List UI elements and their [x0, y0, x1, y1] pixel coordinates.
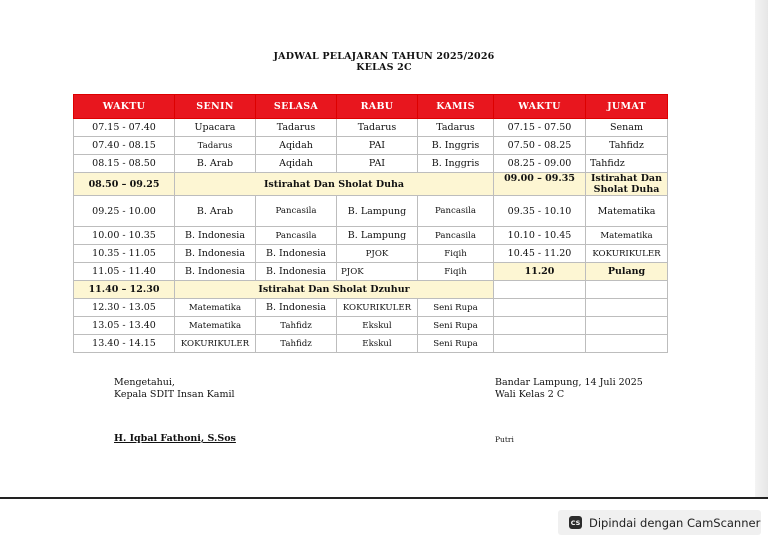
camscanner-logo-icon: CS — [569, 516, 582, 529]
place-date: Bandar Lampung, 14 Juli 2025 — [495, 377, 643, 388]
cell-kamis: Tadarus — [418, 119, 494, 137]
header-waktu: WAKTU — [74, 95, 175, 119]
cell-senin: B. Indonesia — [175, 245, 256, 263]
cell-empty — [494, 317, 586, 335]
cell-empty — [494, 335, 586, 353]
cell-time-jumat: 08.25 - 09.00 — [494, 155, 586, 173]
cell-senin: Upacara — [175, 119, 256, 137]
cell-selasa: Pancasila — [256, 227, 337, 245]
cell-time: 08.50 – 09.25 — [74, 173, 175, 196]
cell-senin: Matematika — [175, 299, 256, 317]
cell-empty — [494, 299, 586, 317]
cell-selasa: Aqidah — [256, 155, 337, 173]
cell-rabu: PAI — [337, 137, 418, 155]
table-header-row — [74, 95, 668, 119]
cell-time: 08.15 - 08.50 — [74, 155, 175, 173]
cell-time: 11.40 – 12.30 — [74, 281, 175, 299]
cell-time: 07.40 - 08.15 — [74, 137, 175, 155]
cell-kamis: Fiqih — [418, 245, 494, 263]
cell-kamis: Fiqih — [418, 263, 494, 281]
cell-time-jumat: 11.20 — [494, 263, 586, 281]
signature-block-principal — [114, 377, 235, 401]
cell-rabu: KOKURIKULER — [337, 299, 418, 317]
cell-empty — [586, 281, 668, 299]
cell-kamis: Seni Rupa — [418, 317, 494, 335]
cell-jumat: Senam — [586, 119, 668, 137]
page-edge-shadow — [755, 0, 768, 497]
cell-senin: Tadarus — [175, 137, 256, 155]
cell-rabu: Ekskul — [337, 317, 418, 335]
table-row — [74, 299, 668, 317]
table-row — [74, 155, 668, 173]
cell-time: 12.30 - 13.05 — [74, 299, 175, 317]
cell-selasa: B. Indonesia — [256, 263, 337, 281]
break-label: Istirahat Dan Sholat Duha — [175, 173, 494, 196]
homeroom-title: Wali Kelas 2 C — [495, 389, 565, 400]
cell-time: 11.05 - 11.40 — [74, 263, 175, 281]
homeroom-teacher-name: Putri — [495, 435, 514, 444]
table-row — [74, 245, 668, 263]
cell-time: 13.40 - 14.15 — [74, 335, 175, 353]
cell-time: 13.05 - 13.40 — [74, 317, 175, 335]
table-row — [74, 227, 668, 245]
signature-block-homeroom — [495, 377, 643, 401]
cell-kamis: Pancasila — [418, 196, 494, 227]
cell-rabu: B. Lampung — [337, 227, 418, 245]
cell-time: 10.35 - 11.05 — [74, 245, 175, 263]
cell-kamis: B. Inggris — [418, 137, 494, 155]
cell-rabu: PAI — [337, 155, 418, 173]
document-subtitle: KELAS 2C — [356, 62, 412, 73]
cell-rabu: Ekskul — [337, 335, 418, 353]
cell-selasa: B. Indonesia — [256, 299, 337, 317]
cell-empty — [586, 335, 668, 353]
break-label: Istirahat Dan Sholat Dzuhur — [175, 281, 494, 299]
table-row — [74, 335, 668, 353]
table-row — [74, 137, 668, 155]
cell-empty — [586, 317, 668, 335]
cell-time: 09.25 - 10.00 — [74, 196, 175, 227]
cell-jumat-break: Istirahat Dan Sholat Duha — [586, 173, 668, 196]
break-row-duha — [74, 173, 668, 196]
cell-selasa: Pancasila — [256, 196, 337, 227]
cell-empty — [494, 281, 586, 299]
schedule-table — [73, 94, 668, 353]
cell-jumat: Tahfidz — [586, 155, 668, 173]
cell-senin: Matematika — [175, 317, 256, 335]
cell-time-jumat: 10.45 - 11.20 — [494, 245, 586, 263]
cell-time: 07.15 - 07.40 — [74, 119, 175, 137]
break-row-dzuhur — [74, 281, 668, 299]
acknowledged-label: Mengetahui, — [114, 377, 175, 388]
table-row — [74, 263, 668, 281]
cell-senin: B. Arab — [175, 196, 256, 227]
cell-jumat: Matematika — [586, 227, 668, 245]
cell-selasa: Tadarus — [256, 119, 337, 137]
principal-name: H. Iqbal Fathoni, S.Sos — [114, 433, 236, 444]
header-jumat: JUMAT — [586, 95, 668, 119]
cell-rabu: B. Lampung — [337, 196, 418, 227]
header-waktu-jumat: WAKTU — [494, 95, 586, 119]
cell-selasa: Tahfidz — [256, 335, 337, 353]
cell-senin: B. Indonesia — [175, 263, 256, 281]
header-rabu: RABU — [337, 95, 418, 119]
camscanner-watermark — [558, 510, 761, 535]
table-row — [74, 119, 668, 137]
table-row — [74, 196, 668, 227]
cell-selasa: B. Indonesia — [256, 245, 337, 263]
document-title: JADWAL PELAJARAN TAHUN 2025/2026 — [273, 51, 495, 62]
cell-jumat: Pulang — [586, 263, 668, 281]
principal-title: Kepala SDIT Insan Kamil — [114, 389, 235, 400]
header-senin: SENIN — [175, 95, 256, 119]
cell-time-jumat: 07.50 - 08.25 — [494, 137, 586, 155]
table-row — [74, 317, 668, 335]
cell-senin: B. Indonesia — [175, 227, 256, 245]
watermark-text: Dipindai dengan CamScanner — [589, 515, 761, 530]
header-kamis: KAMIS — [418, 95, 494, 119]
cell-jumat: KOKURIKULER — [586, 245, 668, 263]
cell-senin: KOKURIKULER — [175, 335, 256, 353]
cell-rabu: PJOK — [337, 245, 418, 263]
cell-rabu: PJOK — [337, 263, 418, 281]
cell-time: 10.00 - 10.35 — [74, 227, 175, 245]
cell-time-jumat: 10.10 - 10.45 — [494, 227, 586, 245]
cell-empty — [586, 299, 668, 317]
cell-rabu: Tadarus — [337, 119, 418, 137]
cell-jumat: Matematika — [586, 196, 668, 227]
header-selasa: SELASA — [256, 95, 337, 119]
cell-kamis: Pancasila — [418, 227, 494, 245]
cell-jumat: Tahfidz — [586, 137, 668, 155]
cell-kamis: Seni Rupa — [418, 335, 494, 353]
cell-time-jumat: 09.35 - 10.10 — [494, 196, 586, 227]
cell-time-jumat: 07.15 - 07.50 — [494, 119, 586, 137]
cell-senin: B. Arab — [175, 155, 256, 173]
cell-selasa: Tahfidz — [256, 317, 337, 335]
cell-time-jumat: 09.00 – 09.35 — [494, 173, 586, 196]
cell-selasa: Aqidah — [256, 137, 337, 155]
cell-kamis: B. Inggris — [418, 155, 494, 173]
cell-kamis: Seni Rupa — [418, 299, 494, 317]
